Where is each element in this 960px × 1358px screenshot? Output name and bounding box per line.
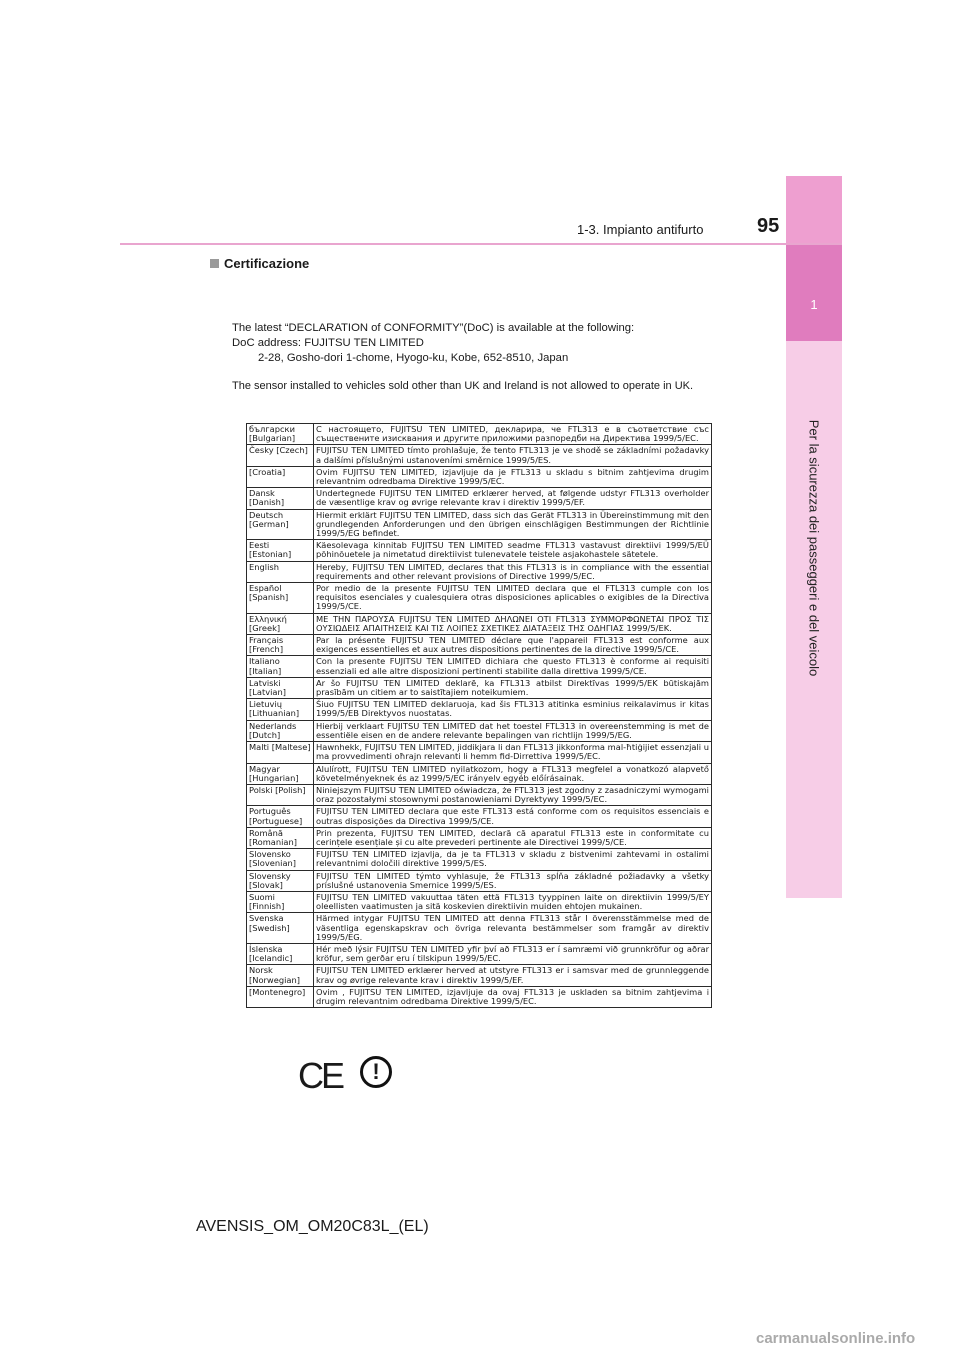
declaration-text-cell: Ar šo FUJITSU TEN LIMITED deklarē, ka FTL313 atbilst Direktīvas 1999/5/EK būtiskajām prasībām un citiem ar to saistītajiem noteikumiem. <box>314 677 712 698</box>
table-row <box>247 784 712 805</box>
declaration-text-cell: Ovim FUJITSU TEN LIMITED, izjavljuje da je FTL313 u skladu s bitnim zahtjevima drugim relevantnim odredbama Direktive 1999/5/EC. <box>314 466 712 487</box>
table-row <box>247 742 712 763</box>
declaration-text-cell: FUJITSU TEN LIMITED declara que este FTL313 está conforme com os requisitos essenciais e outras disposições da Directiva 1999/5/CE. <box>314 806 712 827</box>
language-cell: Polski [Polish] <box>247 784 314 805</box>
declaration-text-cell: FUJITSU TEN LIMITED izjavlja, da je ta FTL313 v skladu z bistvenimi zahtevami in ostalimi relevantnimi določili direktive 1999/5/ES. <box>314 849 712 870</box>
declaration-text-cell: Niniejszym FUJITSU TEN LIMITED oświadcza, że FTL313 jest zgodny z zasadniczymi wymogami oraz pozostałymi stosownymi postanowieniami Dyrektywy 1999/5/EC. <box>314 784 712 805</box>
language-cell: Lietuvių [Lithuanian] <box>247 699 314 720</box>
declaration-text-cell: Hawnhekk, FUJITSU TEN LIMITED, jiddikjara li dan FTL313 jikkonforma mal-ħtiġijiet essenzjali u ma provvedimenti oħrajn relevanti li hemm fid-Dirrettiva 1999/5/EC. <box>314 742 712 763</box>
declaration-text-cell: Šiuo FUJITSU TEN LIMITED deklaruoja, kad šis FTL313 atitinka esminius reikalavimus ir kitas 1999/5/EB Direktyvos nuostatas. <box>314 699 712 720</box>
language-cell: Dansk [Danish] <box>247 488 314 509</box>
header-rule <box>120 243 842 245</box>
doc-info <box>232 321 742 394</box>
alert-icon: ! <box>360 1056 392 1088</box>
declaration-text-cell: Käesolevaga kinnitab FUJITSU TEN LIMITED seadme FTL313 vastavust direktiivi 1999/5/EÜ põhinõuetele ja nimetatud direktiivist tulenevatele teistele asjakohastele sätetele. <box>314 540 712 561</box>
table-row <box>247 677 712 698</box>
language-cell: Norsk [Norwegian] <box>247 965 314 986</box>
language-cell: Nederlands [Dutch] <box>247 720 314 741</box>
table-row <box>247 913 712 944</box>
language-cell: Français [French] <box>247 635 314 656</box>
language-cell: Slovensky [Slovak] <box>247 870 314 891</box>
table-row <box>247 613 712 634</box>
declaration-text-cell: FUJITSU TEN LIMITED vakuuttaa täten että FTL313 tyyppinen laite on direktiivin 1999/5/EY oleellisten vaatimusten ja sitä koskevien direktiivin muiden ehtojen mukainen. <box>314 891 712 912</box>
table-row <box>247 849 712 870</box>
language-cell: Eesti [Estonian] <box>247 540 314 561</box>
ce-mark-icon: CE <box>298 1055 343 1096</box>
language-cell: български [Bulgarian] <box>247 424 314 445</box>
declaration-text-cell: FUJITSU TEN LIMITED tímto prohlašuje, že tento FTL313 je ve shodě se základními požadavky a dalšími příslušnými ustanoveními směrnice 1999/5/ES. <box>314 445 712 466</box>
declaration-table <box>246 423 712 1008</box>
section-title-text: Certificazione <box>224 256 310 271</box>
table-row <box>247 445 712 466</box>
chapter-number: 1 <box>810 297 818 312</box>
table-row <box>247 699 712 720</box>
declaration-text-cell: С настоящето, FUJITSU TEN LIMITED, декларира, че FTL313 е в съответствие със съществените изисквания и другите приложими разпоредби на Директива 1999/5/ЕС. <box>314 424 712 445</box>
chapter-title: Per la sicurezza dei passeggeri e del veicolo <box>806 419 822 677</box>
language-cell: Česky [Czech] <box>247 445 314 466</box>
sensor-note: The sensor installed to vehicles sold other than UK and Ireland is not allowed to operate in UK. <box>232 380 694 392</box>
declaration-text-cell: Härmed intygar FUJITSU TEN LIMITED att denna FTL313 står I överensstämmelse med de väsentliga egenskapskrav och övriga relevanta bestämmelser som framgår av direktiv 1999/5/EG. <box>314 913 712 944</box>
declaration-table-body <box>247 424 712 1008</box>
table-row <box>247 870 712 891</box>
language-cell: Magyar [Hungarian] <box>247 763 314 784</box>
language-cell: Português [Portuguese] <box>247 806 314 827</box>
declaration-text-cell: Con la presente FUJITSU TEN LIMITED dichiara che questo FTL313 è conforme ai requisiti essenziali ed alle altre disposizioni pertinenti stabilite dalla direttiva 1999/5/CE. <box>314 656 712 677</box>
language-cell: Română [Romanian] <box>247 827 314 848</box>
language-cell: [Montenegro] <box>247 986 314 1007</box>
declaration-text-cell: Por medio de la presente FUJITSU TEN LIMITED declara que el FTL313 cumple con los requisitos esenciales y cualesquiera otras disposiciones aplicables o exigibles de la Directiva 1999/5/CE. <box>314 583 712 614</box>
declaration-text-cell: Hereby, FUJITSU TEN LIMITED, declares that this FTL313 is in compliance with the essential requirements and other relevant provisions of Directive 1999/5/EC. <box>314 561 712 582</box>
language-cell: Íslenska [Icelandic] <box>247 943 314 964</box>
declaration-text-cell: Alulírott, FUJITSU TEN LIMITED nyilatkozom, hogy a FTL313 megfelel a vonatkozó alapvető követelményeknek és az 1999/5/EC irányelv egyéb előírásainak. <box>314 763 712 784</box>
language-cell: Ελληνική [Greek] <box>247 613 314 634</box>
table-row <box>247 965 712 986</box>
language-cell: Malti [Maltese] <box>247 742 314 763</box>
declaration-text-cell: Prin prezenta, FUJITSU TEN LIMITED, declară că aparatul FTL313 este in conformitate cu cerințele esențiale și cu alte prevederi pertinente ale Directivei 1999/5/CE. <box>314 827 712 848</box>
table-row <box>247 635 712 656</box>
table-row <box>247 986 712 1007</box>
table-row <box>247 763 712 784</box>
table-row <box>247 424 712 445</box>
table-row <box>247 561 712 582</box>
language-cell: English <box>247 561 314 582</box>
language-cell: Svenska [Swedish] <box>247 913 314 944</box>
language-cell: Latviski [Latvian] <box>247 677 314 698</box>
table-row <box>247 466 712 487</box>
language-cell: Suomi [Finnish] <box>247 891 314 912</box>
declaration-text-cell: ΜΕ ΤΗΝ ΠΑΡΟΥΣΑ FUJITSU TEN LIMITED ΔΗΛΩΝΕΙ ΟΤΙ FTL313 ΣΥΜΜΟΡΦΩΝΕΤΑΙ ΠΡΟΣ ΤΙΣ ΟΥΣΙΩΔΕΙΣ ΑΠΑΙΤΗΣΕΙΣ ΚΑΙ ΤΙΣ ΛΟΙΠΕΣ ΣΧΕΤΙΚΕΣ ΔΙΑΤΑΞΕΙΣ ΤΗΣ ΟΔΗΓΙΑΣ 1999/5/ΕΚ. <box>314 613 712 634</box>
doc-line-1: The latest “DECLARATION of CONFORMITY”(DoC) is available at the following: <box>232 322 635 334</box>
table-row <box>247 827 712 848</box>
doc-line-2: DoC address: FUJITSU TEN LIMITED <box>232 337 424 349</box>
declaration-text-cell: FUJITSU TEN LIMITED erklærer herved at utstyre FTL313 er i samsvar med de grunnleggende krav og øvrige relevante krav i direktiv 1999/5/EF. <box>314 965 712 986</box>
declaration-text-cell: Undertegnede FUJITSU TEN LIMITED erklærer herved, at følgende udstyr FTL313 overholder de væsentlige krav og øvrige relevante krav i direktiv 1999/5/EF. <box>314 488 712 509</box>
table-row <box>247 943 712 964</box>
declaration-text-cell: Par la présente FUJITSU TEN LIMITED déclare que l'appareil FTL313 est conforme aux exigences essentielles et aux autres dispositions pertinentes de la directive 1999/5/CE. <box>314 635 712 656</box>
language-cell: Slovensko [Slovenian] <box>247 849 314 870</box>
declaration-text-cell: Hér með lýsir FUJITSU TEN LIMITED yfir því að FTL313 er í samræmi við grunnkröfur og aðrar kröfur, sem gerðar eru í tilskipun 1999/5/EC. <box>314 943 712 964</box>
declaration-text-cell: Ovim , FUJITSU TEN LIMITED, izjavljuje da ovaj FTL313 je uskladen sa bitnim zahtjevima i drugim relevantnim odredbama Direktive 1999/5/EC. <box>314 986 712 1007</box>
table-row <box>247 720 712 741</box>
language-cell: Español [Spanish] <box>247 583 314 614</box>
table-row <box>247 509 712 540</box>
bullet-square-icon <box>210 259 219 268</box>
declaration-text-cell: FUJITSU TEN LIMITED týmto vyhlasuje, že FTL313 spĺňa základné požiadavky a všetky príslušné ustanovenia Smernice 1999/5/ES. <box>314 870 712 891</box>
language-cell: Deutsch [German] <box>247 509 314 540</box>
language-cell: [Croatia] <box>247 466 314 487</box>
table-row <box>247 806 712 827</box>
declaration-text-cell: Hierbij verklaart FUJITSU TEN LIMITED dat het toestel FTL313 in overeenstemming is met de essentiële eisen en de andere relevante bepalingen van richtlijn 1999/5/EG. <box>314 720 712 741</box>
chapter-number-tab <box>786 245 842 341</box>
language-cell: Italiano [Italian] <box>247 656 314 677</box>
document-code: AVENSIS_OM_OM20C83L_(EL) <box>196 1218 429 1235</box>
table-row <box>247 656 712 677</box>
section-title <box>210 256 309 271</box>
watermark: carmanualsonline.info <box>756 1330 916 1347</box>
table-row <box>247 540 712 561</box>
doc-line-3: 2-28, Gosho-dori 1-chome, Hyogo-ku, Kobe, 652-8510, Japan <box>258 352 569 364</box>
declaration-text-cell: Hiermit erklärt FUJITSU TEN LIMITED, dass sich das Gerät FTL313 in Übereinstimmung mit den grundlegenden Anforderungen und den übrigen einschlägigen Bestimmungen der Richtlinie 1999/5/EG befindet. <box>314 509 712 540</box>
header-section: 1-3. Impianto antifurto <box>577 222 704 237</box>
table-row <box>247 891 712 912</box>
table-row <box>247 488 712 509</box>
page-number: 95 <box>757 215 780 237</box>
table-row <box>247 583 712 614</box>
